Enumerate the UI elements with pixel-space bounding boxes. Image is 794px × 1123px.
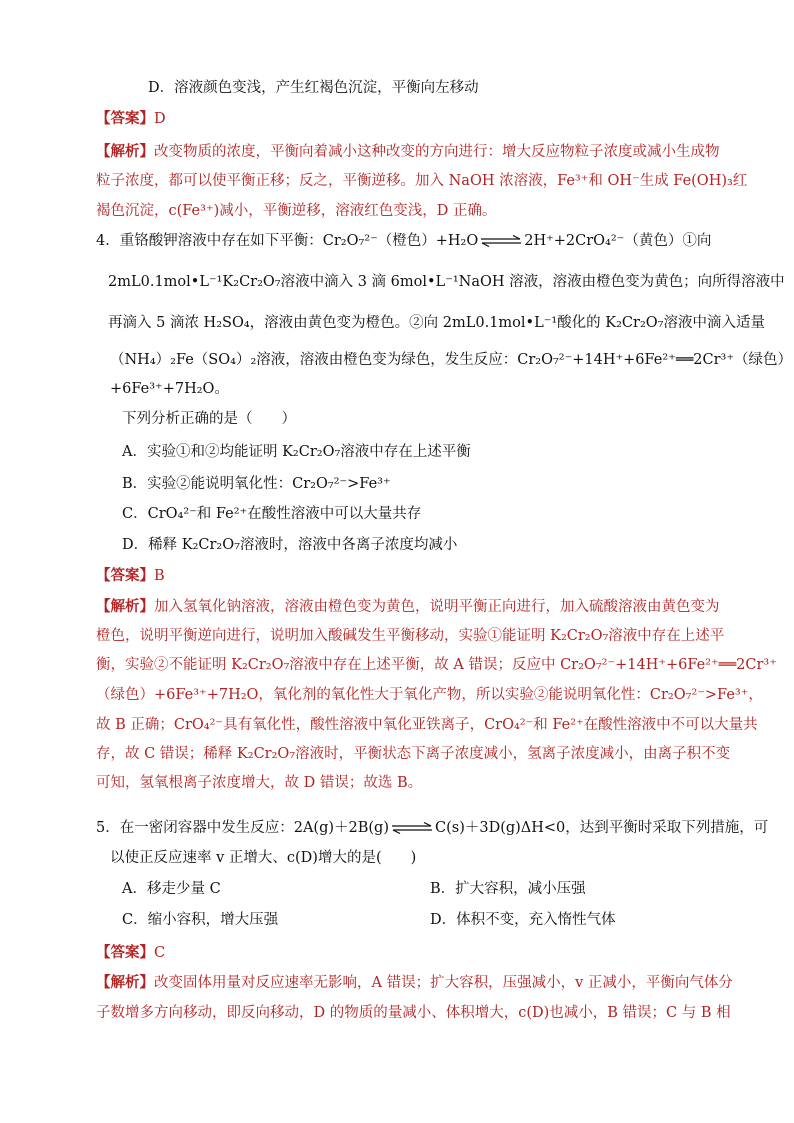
q5-option-d: D．体积不变，充入惰性气体 [430,912,616,928]
analysis-text: 改变固体用量对反应速率无影响，A 错误；扩大容积，压强减小，v 正减小，平衡向气体分 [154,975,733,991]
q3-answer [96,109,166,129]
q3-option-d: D．溶液颜色变浅，产生红褐色沉淀，平衡向左移动 [148,80,479,96]
q4-stem-line-3: 再滴入 5 滴浓 H₂SO₄，溶液由黄色变为橙色。②向 2mL0.1mol•L⁻¹酸化的 K₂Cr₂O₇溶液中滴入适量 [108,315,765,331]
q3-analysis-line-1 [96,142,720,162]
q4-question: 下列分析正确的是（ ） [122,411,296,427]
q4-stem-part: 2H⁺+2CrO₄²⁻（黄色）①向 [524,233,712,249]
q5-option-c: C．缩小容积，增大压强 [122,912,279,928]
equilibrium-arrow-icon [391,822,433,834]
analysis-tag: 【解析】 [96,143,154,160]
answer-value: C [154,945,166,961]
q4-analysis-line-5: 故 B 正确；CrO₄²⁻具有氧化性，酸性溶液中氧化亚铁离子，CrO₄²⁻和 Fe²⁺在酸性溶液中不可以大量共 [96,717,758,733]
q4-analysis-line-3: 衡，实验②不能证明 K₂Cr₂O₇溶液中存在上述平衡，故 A 错误；反应中 Cr₂O₇²⁻+14H⁺+6Fe²⁺══2Cr³⁺ [96,657,777,673]
q4-analysis-line-2: 橙色，说明平衡逆向进行，说明加入酸碱发生平衡移动，实验①能证明 K₂Cr₂O₇溶液中存在上述平 [96,628,725,644]
q4-option-a: A．实验①和②均能证明 K₂Cr₂O₇溶液中存在上述平衡 [122,444,471,460]
answer-tag: 【答案】 [96,567,154,584]
q5-stem-part: C(s)＋3D(g)ΔH<0，达到平衡时采取下列措施，可 [435,820,769,836]
q4-answer [96,566,165,586]
q4-option-c: C．CrO₄²⁻和 Fe²⁺在酸性溶液中可以大量共存 [122,506,422,522]
q4-stem-line-1 [96,231,711,251]
q4-stem-part: 4．重铬酸钾溶液中存在如下平衡：Cr₂O₇²⁻（橙色）+H₂O [96,233,479,249]
q4-analysis-line-4: （绿色）+6Fe³⁺+7H₂O，氧化剂的氧化性大于氧化产物，所以实验②能说明氧化性：Cr₂O₇²⁻>Fe³⁺， [96,687,763,703]
q4-analysis-line-7: 可知，氢氧根离子浓度增大，故 D 错误；故选 B。 [96,775,423,791]
q4-stem-line-4: （NH₄）₂Fe（SO₄）₂溶液，溶液由橙色变为绿色，发生反应：Cr₂O₇²⁻+14H⁺+6Fe²⁺══2Cr³⁺（绿色） [110,352,793,368]
q4-analysis-line-6: 存，故 C 错误；稀释 K₂Cr₂O₇溶液时，平衡状态下离子浓度减小，氢离子浓度减小，由离子积不变 [96,746,731,762]
q5-analysis-line-2: 子数增多方向移动，即反向移动，D 的物质的量减小、体积增大，c(D)也减小，B 错误；C 与 B 相 [96,1005,731,1021]
analysis-text: 加入氢氧化钠溶液，溶液由橙色变为黄色，说明平衡正向进行，加入硫酸溶液由黄色变为 [154,599,720,615]
q3-analysis-line-3: 褐色沉淀，c(Fe³⁺)减小，平衡逆移，溶液红色变浅，D 正确。 [96,203,497,219]
answer-value: B [154,568,165,584]
answer-value: D [154,111,166,127]
q5-stem-line-2: 以使正反应速率 v 正增大、c(D)增大的是( ) [110,850,417,866]
analysis-text: 改变物质的浓度，平衡向着减小这种改变的方向进行：增大反应物粒子浓度或减小生成物 [154,144,720,160]
q5-answer [96,943,165,963]
q5-option-b: B．扩大容积，减小压强 [430,881,586,897]
answer-tag: 【答案】 [96,944,154,961]
answer-tag: 【答案】 [96,110,154,127]
q4-option-d: D．稀释 K₂Cr₂O₇溶液时，溶液中各离子浓度均减小 [122,537,458,553]
q5-analysis-line-1 [96,973,733,993]
q4-stem-line-5: +6Fe³⁺+7H₂O。 [110,381,229,397]
equilibrium-arrow-icon [480,235,522,247]
q5-option-a: A．移走少量 C [122,881,221,897]
q4-stem-line-2: 2mL0.1mol•L⁻¹K₂Cr₂O₇溶液中滴入 3 滴 6mol•L⁻¹NaOH 溶液，溶液由橙色变为黄色；向所得溶液中 [108,274,785,290]
q3-analysis-line-2: 粒子浓度，都可以使平衡正移；反之，平衡逆移。加入 NaOH 浓溶液，Fe³⁺和 OH⁻生成 Fe(OH)₃红 [96,173,748,189]
q5-stem-part: 5．在一密闭容器中发生反应：2A(g)＋2B(g) [96,820,389,836]
q5-stem-line-1 [96,818,768,838]
q4-analysis-line-1 [96,597,720,617]
analysis-tag: 【解析】 [96,974,154,991]
q4-option-b: B．实验②能说明氧化性：Cr₂O₇²⁻>Fe³⁺ [122,476,391,492]
analysis-tag: 【解析】 [96,598,154,615]
